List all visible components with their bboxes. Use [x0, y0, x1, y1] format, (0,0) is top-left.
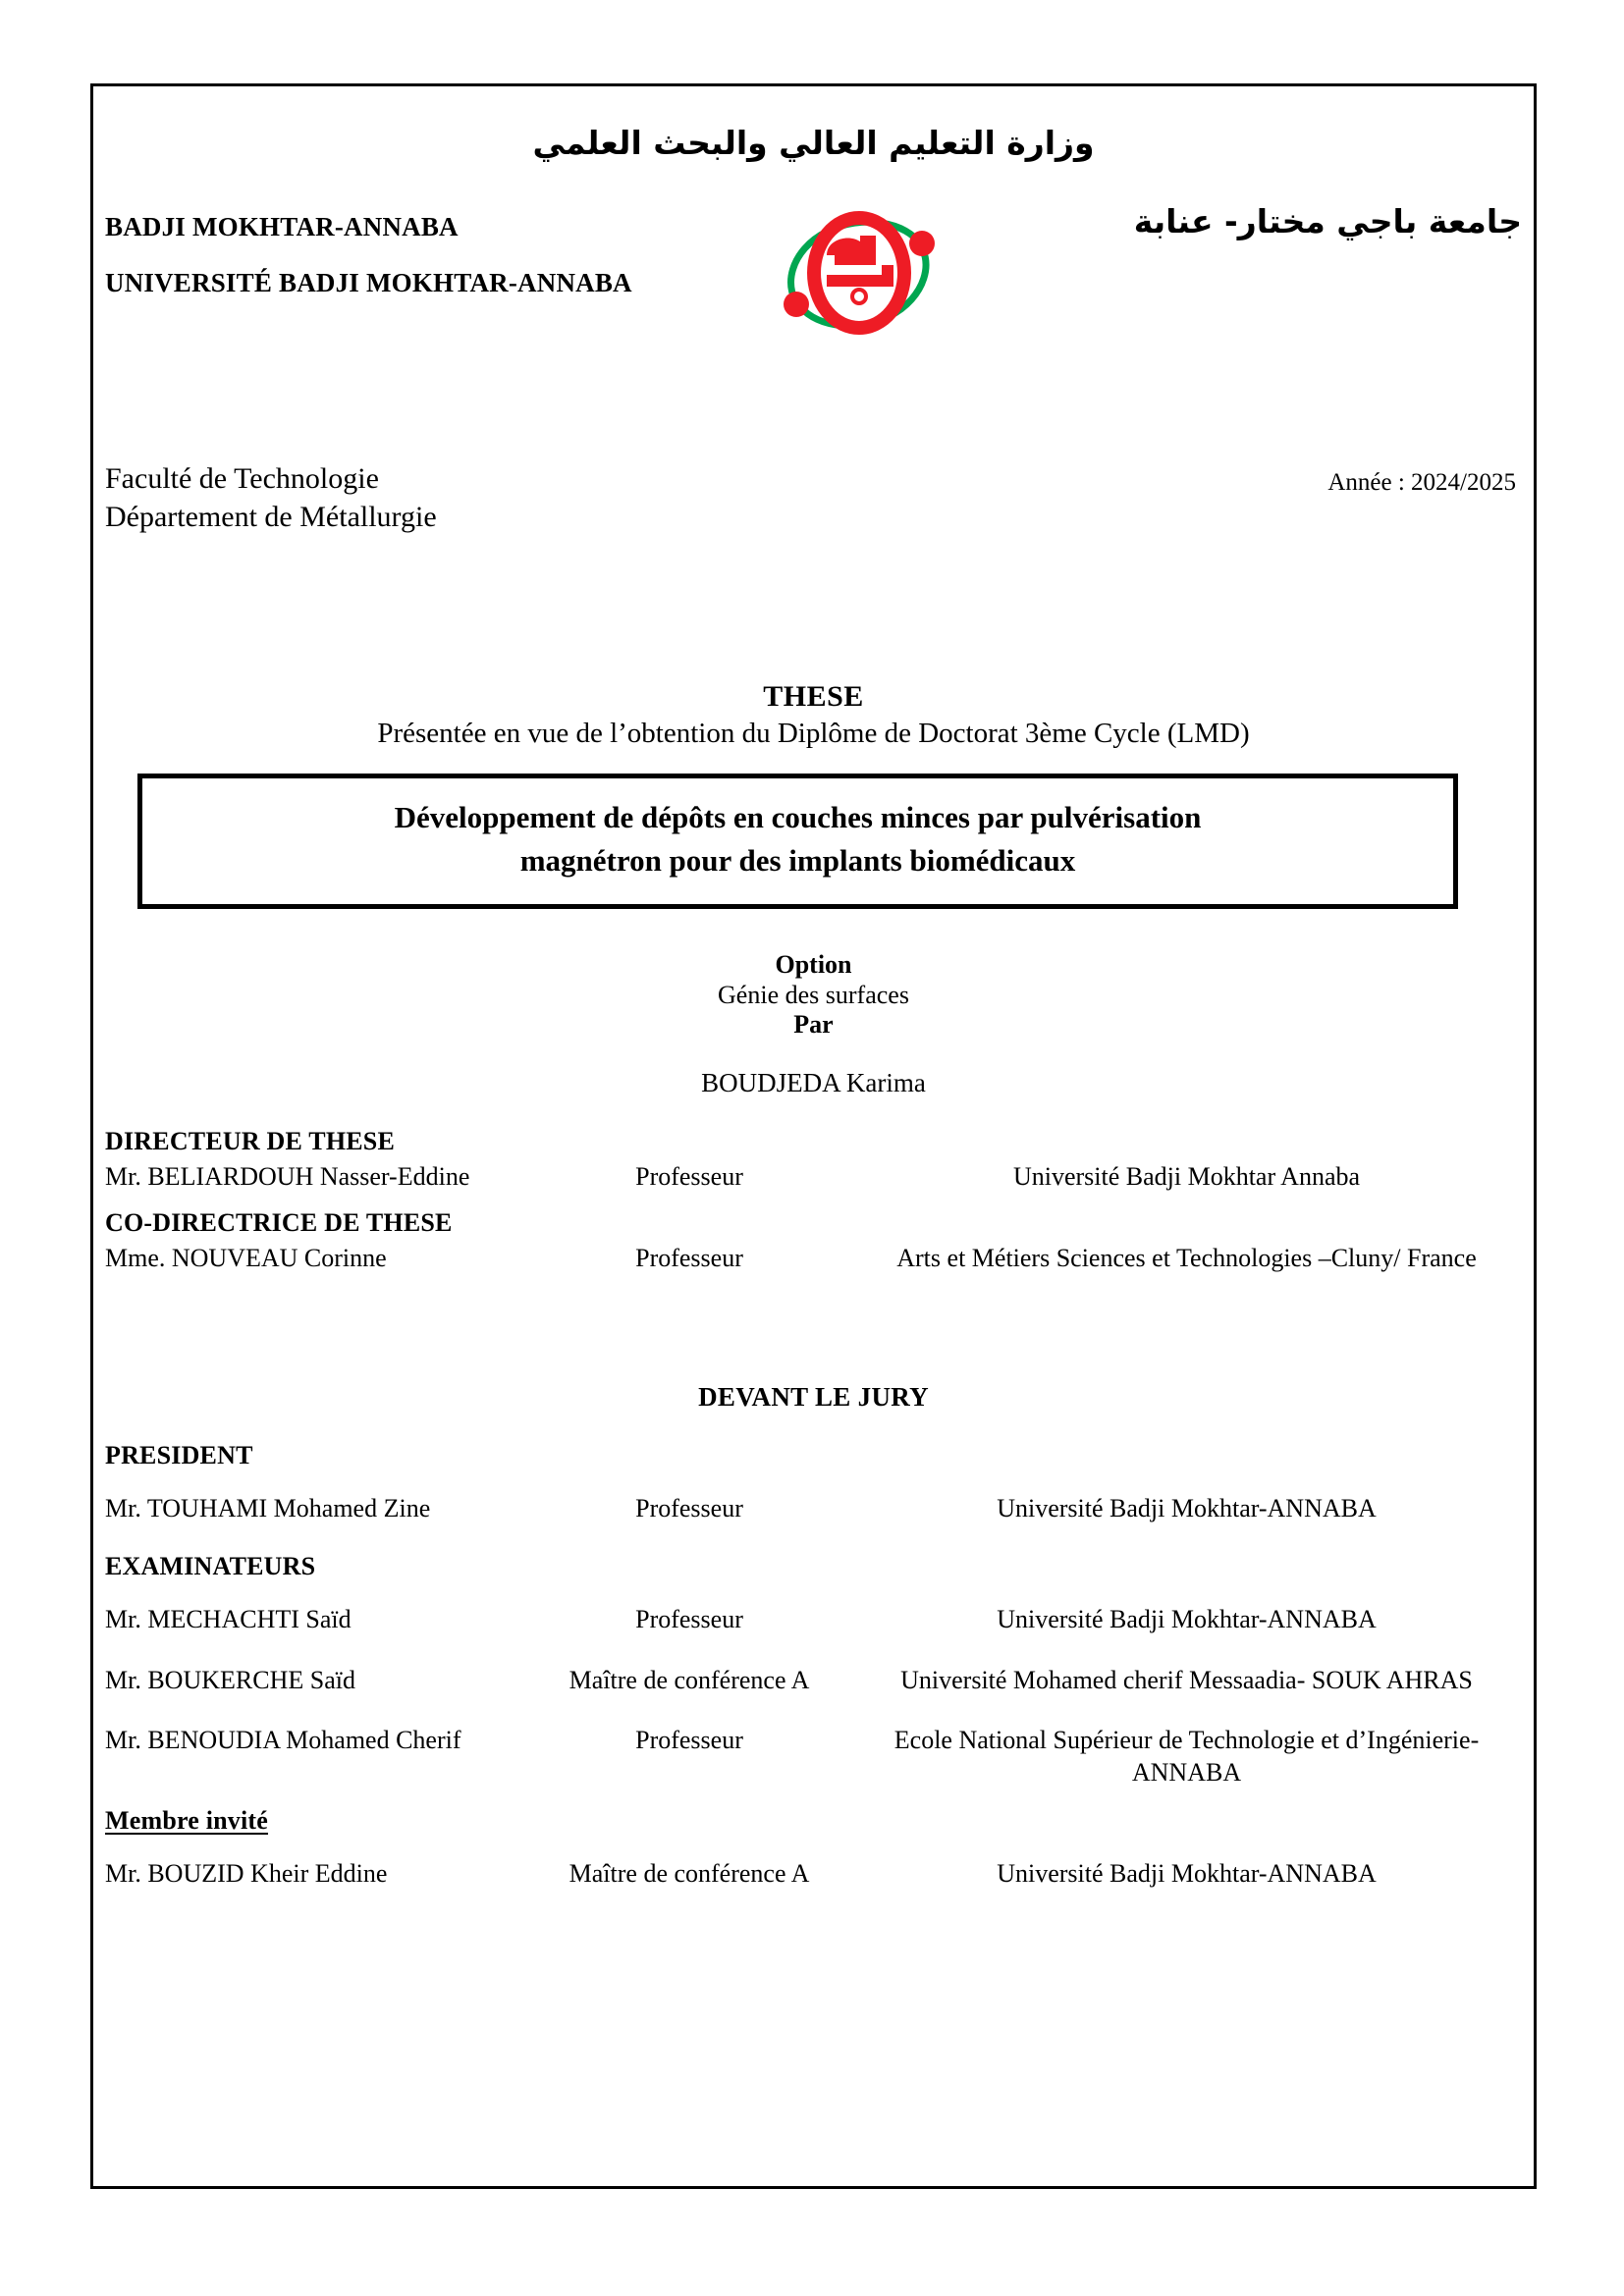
examiners-label: EXAMINATEURS	[105, 1552, 316, 1581]
thesis-title-line-1: Développement de dépôts en couches minces par pulvérisation	[394, 800, 1202, 834]
examiner-3-affiliation: Ecole National Supérieur de Technologie et d’Ingénierie- ANNABA	[893, 1725, 1480, 1788]
co-director-affiliation: Arts et Métiers Sciences et Technologies –Cluny/ France	[896, 1244, 1477, 1273]
jury-block	[105, 1437, 1522, 1918]
thesis-title-line-2: magnétron pour des implants biomédicaux	[519, 843, 1076, 879]
header-line-universite: UNIVERSITÉ BADJI MOKHTAR-ANNABA	[105, 268, 632, 297]
invited-affiliation: Université Badji Mokhtar-ANNABA	[997, 1859, 1377, 1889]
examiner-1-affiliation: Université Badji Mokhtar-ANNABA	[997, 1605, 1377, 1634]
university-latin-header	[105, 212, 812, 324]
jury-row-examiner-3	[105, 1724, 1522, 1789]
jury-row-president	[105, 1492, 1522, 1524]
thesis-subheading: Présentée en vue de l’obtention du Diplôme de Doctorat 3ème Cycle (LMD)	[377, 718, 1250, 749]
faculty-block	[105, 459, 437, 536]
co-director-grade: Professeur	[635, 1244, 743, 1273]
director-affiliation: Université Badji Mokhtar Annaba	[1012, 1162, 1361, 1191]
jury-row-invited	[105, 1857, 1522, 1890]
co-director-group	[105, 1208, 1522, 1274]
examiner-3-grade: Professeur	[635, 1725, 743, 1754]
examiner-1-name: Mr. MECHACHTI Saïd	[105, 1605, 352, 1634]
faculty-name: Faculté de Technologie	[105, 462, 379, 495]
option-label: Option	[775, 950, 852, 979]
header-line-badji: BADJI MOKHTAR-ANNABA	[105, 212, 459, 241]
jury-row-examiner-1	[105, 1603, 1522, 1635]
supervisors-block	[105, 1127, 1522, 1291]
academic-year: Année : 2024/2025	[1327, 469, 1516, 496]
thesis-heading-block	[93, 680, 1534, 750]
invited-name: Mr. BOUZID Kheir Eddine	[105, 1859, 388, 1889]
president-name: Mr. TOUHAMI Mohamed Zine	[105, 1494, 431, 1522]
examiner-2-grade: Maître de conférence A	[568, 1665, 810, 1694]
president-label: PRESIDENT	[105, 1441, 253, 1469]
invited-grade: Maître de conférence A	[568, 1859, 810, 1889]
thesis-heading: THESE	[763, 680, 864, 713]
president-affiliation: Université Badji Mokhtar-ANNABA	[997, 1494, 1377, 1522]
option-block	[93, 950, 1534, 1041]
director-role-label: DIRECTEUR DE THESE	[105, 1127, 395, 1155]
examiner-1-grade: Professeur	[635, 1605, 743, 1634]
co-director-row	[105, 1242, 1522, 1274]
jury-title: DEVANT LE JURY	[698, 1382, 929, 1412]
page-border	[90, 83, 1537, 2189]
invited-member-label: Membre invité	[105, 1806, 269, 1836]
department-name: Département de Métallurgie	[105, 501, 437, 533]
examiner-3-name: Mr. BENOUDIA Mohamed Cherif	[105, 1725, 461, 1754]
director-grade: Professeur	[635, 1162, 743, 1191]
director-group	[105, 1127, 1522, 1193]
director-row	[105, 1160, 1522, 1193]
thesis-title-box	[137, 774, 1458, 909]
author-name: BOUDJEDA Karima	[701, 1068, 926, 1097]
university-arabic-name: جامعة باجي مختار- عنابة	[1133, 202, 1522, 240]
jury-row-examiner-2	[105, 1664, 1522, 1696]
examiner-2-name: Mr. BOUKERCHE Saïd	[105, 1665, 355, 1694]
examiner-2-affiliation: Université Mohamed cherif Messaadia- SOUK AHRAS	[900, 1665, 1473, 1694]
option-value: Génie des surfaces	[718, 980, 909, 1009]
president-grade: Professeur	[635, 1494, 743, 1522]
page-content	[93, 86, 1534, 2186]
director-name: Mr. BELIARDOUH Nasser-Eddine	[105, 1162, 470, 1191]
ministry-arabic-heading: وزارة التعليم العالي والبحث العلمي	[532, 124, 1095, 162]
co-director-role-label: CO-DIRECTRICE DE THESE	[105, 1208, 453, 1238]
by-label: Par	[793, 1010, 834, 1040]
co-director-name: Mme. NOUVEAU Corinne	[105, 1244, 387, 1273]
